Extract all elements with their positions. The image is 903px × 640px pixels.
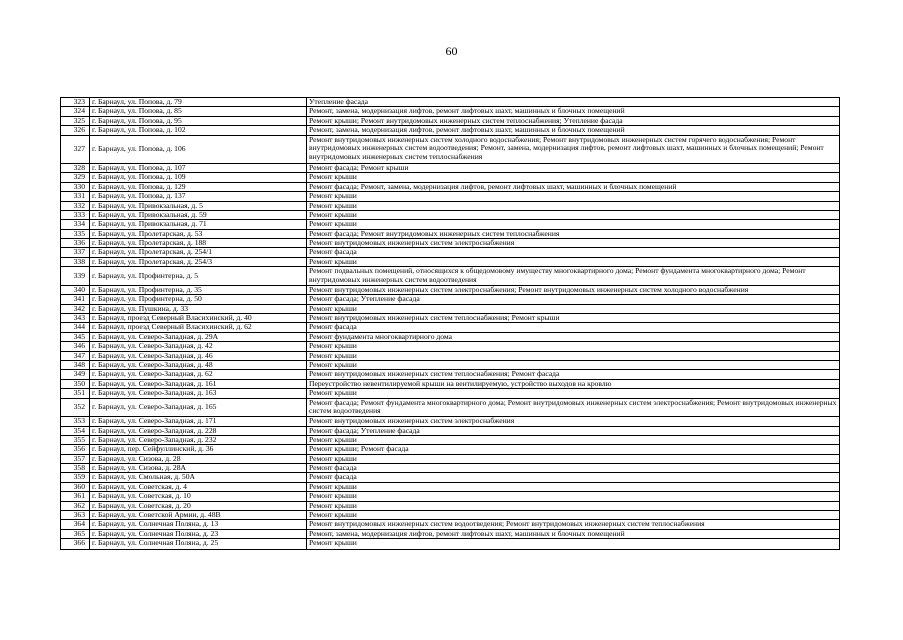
row-number: 359 — [61, 473, 90, 481]
row-work-description: Переустройство невентилируемой крыши на вентилируемую, устройство выходов на кровлю — [309, 379, 612, 388]
row-address: г. Барнаул, проезд Северный Власихинский, д. 62 — [90, 323, 307, 331]
row-address: г. Барнаул, ул. Попова, д. 129 — [90, 183, 307, 191]
row-address: г. Барнаул, ул. Пролетарская, д. 254/3 — [90, 258, 307, 266]
row-address: г. Барнаул, ул. Попова, д. 102 — [90, 126, 307, 134]
row-address: г. Барнаул, ул. Смольная, д. 50А — [90, 473, 307, 481]
row-work-description: Ремонт, замена, модернизация лифтов, ремонт лифтовых шахт, машинных и блочных помещений — [309, 107, 625, 116]
row-address: г. Барнаул, ул. Попова, д. 137 — [90, 192, 307, 200]
row-work-description: Ремонт крыши — [309, 511, 357, 520]
row-work-description: Ремонт внутридомовых инженерных систем водоотведения; Ремонт внутридомовых инженерных систем теплоснабжения — [309, 520, 705, 529]
row-work-description: Ремонт крыши — [309, 220, 357, 229]
row-number: 352 — [61, 399, 90, 417]
table-row — [61, 520, 839, 529]
row-work-description: Ремонт, замена, модернизация лифтов, ремонт лифтовых шахт, машинных и блочных помещений — [309, 529, 625, 538]
table-row — [61, 483, 839, 492]
repair-table — [60, 97, 840, 550]
table-row — [61, 361, 839, 370]
table-row — [61, 258, 839, 267]
row-address: г. Барнаул, ул. Профинтерна, д. 50 — [90, 295, 307, 303]
row-address: г. Барнаул, ул. Попова, д. 79 — [90, 98, 307, 106]
table-row — [61, 417, 839, 426]
row-work-description: Ремонт крыши; Ремонт фасада — [309, 445, 409, 454]
table-row — [61, 427, 839, 436]
table-row — [61, 530, 839, 539]
table-row — [61, 342, 839, 351]
table-row — [61, 473, 839, 482]
row-number: 341 — [61, 295, 90, 303]
row-number: 333 — [61, 211, 90, 219]
table-row — [61, 389, 839, 398]
table-row — [61, 248, 839, 257]
table-row — [61, 136, 839, 164]
row-number: 328 — [61, 164, 90, 172]
table-row — [61, 511, 839, 520]
row-address: г. Барнаул, ул. Сизова, д. 28 — [90, 455, 307, 463]
row-number: 335 — [61, 230, 90, 238]
row-address: г. Барнаул, ул. Солнечная Поляна, д. 13 — [90, 520, 307, 528]
table-row — [61, 211, 839, 220]
row-work-description: Ремонт крыши — [309, 482, 357, 491]
row-work-description: Ремонт фасада — [309, 248, 357, 257]
table-row — [61, 192, 839, 201]
row-number: 356 — [61, 445, 90, 453]
row-number: 365 — [61, 530, 90, 538]
row-address: г. Барнаул, ул. Солнечная Поляна, д. 25 — [90, 539, 307, 548]
page-number: 60 — [445, 44, 458, 58]
row-work-description: Ремонт крыши — [309, 360, 357, 369]
row-address: г. Барнаул, ул. Северо-Западная, д. 165 — [90, 399, 307, 417]
row-number: 363 — [61, 511, 90, 519]
row-work-description: Ремонт фасада; Утепление фасада — [309, 426, 420, 435]
table-row — [61, 314, 839, 323]
row-number: 361 — [61, 492, 90, 500]
table-row — [61, 352, 839, 361]
table-row — [61, 295, 839, 304]
row-number: 357 — [61, 455, 90, 463]
row-work-description: Ремонт фасада; Утепление фасада — [309, 295, 420, 304]
row-number: 326 — [61, 126, 90, 134]
row-address: г. Барнаул, ул. Советская, д. 4 — [90, 483, 307, 491]
table-row — [61, 173, 839, 182]
row-number: 366 — [61, 539, 90, 548]
row-address: г. Барнаул, ул. Северо-Западная, д. 161 — [90, 380, 307, 388]
row-address: г. Барнаул, ул. Северо-Западная, д. 42 — [90, 342, 307, 350]
row-work-description: Ремонт фасада — [309, 323, 357, 332]
row-number: 332 — [61, 202, 90, 210]
row-address: г. Барнаул, ул. Привокзальная, д. 71 — [90, 220, 307, 228]
row-work-description: Ремонт крыши — [309, 501, 357, 510]
row-work-description: Ремонт фасада; Ремонт фундамента многоквартирного дома; Ремонт внутридомовых инженерных систем электроснабжения; Ремонт внутридомовых инженерных систем водоотведения — [309, 398, 837, 416]
table-row — [61, 502, 839, 511]
table-row — [61, 267, 839, 286]
row-work-description: Ремонт крыши — [309, 342, 357, 351]
table-row — [61, 117, 839, 126]
row-work-description: Ремонт внутридомовых инженерных систем электроснабжения — [309, 239, 515, 248]
table-row — [61, 333, 839, 342]
row-address: г. Барнаул, ул. Северо-Западная, д. 171 — [90, 417, 307, 425]
row-work-description: Ремонт крыши — [309, 454, 357, 463]
row-work-description: Ремонт крыши — [309, 173, 357, 182]
row-work-description: Ремонт внутридомовых инженерных систем холодного водоснабжения; Ремонт внутридомовых инженерных систем горячего водоснабжения; Ремонт внутридомовых инженерных систем водоотведения; Ремонт, замена, модернизация лифтов, ремонт лифтовых шахт, машинных и блочных помещений; Ремонт внутридомовых инженерных систем теплоснабжения — [309, 135, 824, 161]
row-address: г. Барнаул, пер. Сейфуллинский, д. 36 — [90, 445, 307, 453]
table-row — [61, 370, 839, 379]
row-address: г. Барнаул, ул. Солнечная Поляна, д. 23 — [90, 530, 307, 538]
row-work-description: Ремонт крыши — [309, 201, 357, 210]
row-number: 346 — [61, 342, 90, 350]
row-work-description: Ремонт крыши — [309, 435, 357, 444]
row-number: 338 — [61, 258, 90, 266]
row-address: г. Барнаул, ул. Попова, д. 109 — [90, 173, 307, 181]
table-row — [61, 464, 839, 473]
table-row — [61, 286, 839, 295]
row-address: г. Барнаул, ул. Советская, д. 20 — [90, 502, 307, 510]
row-number: 345 — [61, 333, 90, 341]
table-row — [61, 445, 839, 454]
row-address: г. Барнаул, ул. Пролетарская, д. 254/1 — [90, 248, 307, 256]
row-work-description: Ремонт крыши — [309, 492, 357, 501]
row-work-description: Ремонт фасада — [309, 464, 357, 473]
row-number: 343 — [61, 314, 90, 322]
table-row — [61, 107, 839, 116]
row-work-description: Утепление фасада — [309, 98, 369, 106]
row-address: г. Барнаул, ул. Пушкина, д. 33 — [90, 305, 307, 313]
row-work-description: Ремонт внутридомовых инженерных систем теплоснабжения; Ремонт фасада — [309, 370, 560, 379]
row-work-description: Ремонт крыши — [309, 304, 357, 313]
row-address: г. Барнаул, ул. Советской Армии, д. 48В — [90, 511, 307, 519]
row-number: 349 — [61, 370, 90, 378]
table-row — [61, 492, 839, 501]
table-row — [61, 164, 839, 173]
row-address: г. Барнаул, ул. Северо-Западная, д. 232 — [90, 436, 307, 444]
row-address: г. Барнаул, ул. Привокзальная, д. 5 — [90, 202, 307, 210]
row-address: г. Барнаул, ул. Северо-Западная, д. 48 — [90, 361, 307, 369]
row-number: 347 — [61, 352, 90, 360]
row-work-description: Ремонт внутридомовых инженерных систем теплоснабжения; Ремонт крыши — [309, 314, 560, 323]
row-address: г. Барнаул, ул. Пролетарская, д. 53 — [90, 230, 307, 238]
table-row — [61, 436, 839, 445]
row-address: г. Барнаул, ул. Северо-Западная, д. 228 — [90, 427, 307, 435]
row-number: 351 — [61, 389, 90, 397]
row-work-description: Ремонт фасада — [309, 473, 357, 482]
row-number: 337 — [61, 248, 90, 256]
table-body — [61, 98, 839, 549]
row-number: 331 — [61, 192, 90, 200]
row-number: 362 — [61, 502, 90, 510]
table-row — [61, 126, 839, 135]
row-address: г. Барнаул, проезд Северный Власихинский, д. 40 — [90, 314, 307, 322]
table-row — [61, 220, 839, 229]
row-address: г. Барнаул, ул. Попова, д. 107 — [90, 164, 307, 172]
row-number: 354 — [61, 427, 90, 435]
row-work-description: Ремонт фасада; Ремонт крыши — [309, 163, 409, 172]
row-number: 334 — [61, 220, 90, 228]
row-work-description: Ремонт крыши — [309, 389, 357, 398]
row-address: г. Барнаул, ул. Профинтерна, д. 35 — [90, 286, 307, 294]
row-work-description: Ремонт внутридомовых инженерных систем электроснабжения — [309, 417, 515, 426]
table-row — [61, 239, 839, 248]
table-row — [61, 380, 839, 389]
row-number: 358 — [61, 464, 90, 472]
row-address: г. Барнаул, ул. Северо-Западная, д. 62 — [90, 370, 307, 378]
row-work-description: Ремонт крыши; Ремонт внутридомовых инженерных систем теплоснабжения; Утепление фасада — [309, 116, 623, 125]
row-address: г. Барнаул, ул. Северо-Западная, д. 29А — [90, 333, 307, 341]
table-row — [61, 305, 839, 314]
row-number: 336 — [61, 239, 90, 247]
row-address: г. Барнаул, ул. Попова, д. 106 — [90, 136, 307, 163]
row-work-description: Ремонт внутридомовых инженерных систем электроснабжения; Ремонт внутридомовых инженерных систем холодного водоснабжения — [309, 285, 749, 294]
row-number: 348 — [61, 361, 90, 369]
row-number: 360 — [61, 483, 90, 491]
row-work-description: Ремонт крыши — [309, 210, 357, 219]
table-row — [61, 183, 839, 192]
row-address: г. Барнаул, ул. Попова, д. 95 — [90, 117, 307, 125]
row-address: г. Барнаул, ул. Сизова, д. 28А — [90, 464, 307, 472]
row-work-description: Ремонт фундамента многоквартирного дома — [309, 332, 453, 341]
row-work-description: Ремонт, замена, модернизация лифтов, ремонт лифтовых шахт, машинных и блочных помещений — [309, 126, 625, 135]
row-address: г. Барнаул, ул. Советская, д. 10 — [90, 492, 307, 500]
row-address: г. Барнаул, ул. Северо-Западная, д. 46 — [90, 352, 307, 360]
row-number: 350 — [61, 380, 90, 388]
row-number: 330 — [61, 183, 90, 191]
row-work-description: Ремонт крыши — [309, 351, 357, 360]
row-work-description: Ремонт подвальных помещений, относящихся к общедомовому имуществу многоквартирного дома; Ремонт фундамента многоквартирного дома; Ремонт внутридомовых инженерных систем водоотведения — [309, 267, 806, 284]
row-number: 329 — [61, 173, 90, 181]
row-number: 324 — [61, 107, 90, 115]
row-number: 353 — [61, 417, 90, 425]
row-number: 340 — [61, 286, 90, 294]
table-row — [61, 230, 839, 239]
row-number: 325 — [61, 117, 90, 125]
row-number: 364 — [61, 520, 90, 528]
row-number: 344 — [61, 323, 90, 331]
row-address: г. Барнаул, ул. Пролетарская, д. 188 — [90, 239, 307, 247]
row-work-description: Ремонт фасада; Ремонт внутридомовых инженерных систем теплоснабжения — [309, 229, 560, 238]
table-row — [61, 455, 839, 464]
table-row — [61, 202, 839, 211]
row-work-description: Ремонт фасада; Ремонт, замена, модернизация лифтов, ремонт лифтовых шахт, машинных и блочных помещений — [309, 182, 677, 191]
row-address: г. Барнаул, ул. Попова, д. 85 — [90, 107, 307, 115]
table-row — [61, 98, 839, 107]
row-work-description: Ремонт крыши — [309, 257, 357, 266]
row-number: 327 — [61, 136, 90, 163]
row-number: 323 — [61, 98, 90, 106]
row-number: 339 — [61, 267, 90, 285]
row-address: г. Барнаул, ул. Профинтерна, д. 5 — [90, 267, 307, 285]
row-work-description: Ремонт крыши — [309, 539, 357, 548]
row-address: г. Барнаул, ул. Северо-Западная, д. 163 — [90, 389, 307, 397]
table-row — [61, 323, 839, 332]
row-number: 342 — [61, 305, 90, 313]
table-row — [61, 539, 839, 548]
row-number: 355 — [61, 436, 90, 444]
row-address: г. Барнаул, ул. Привокзальная, д. 59 — [90, 211, 307, 219]
row-work-description: Ремонт крыши — [309, 192, 357, 201]
table-row — [61, 399, 839, 418]
